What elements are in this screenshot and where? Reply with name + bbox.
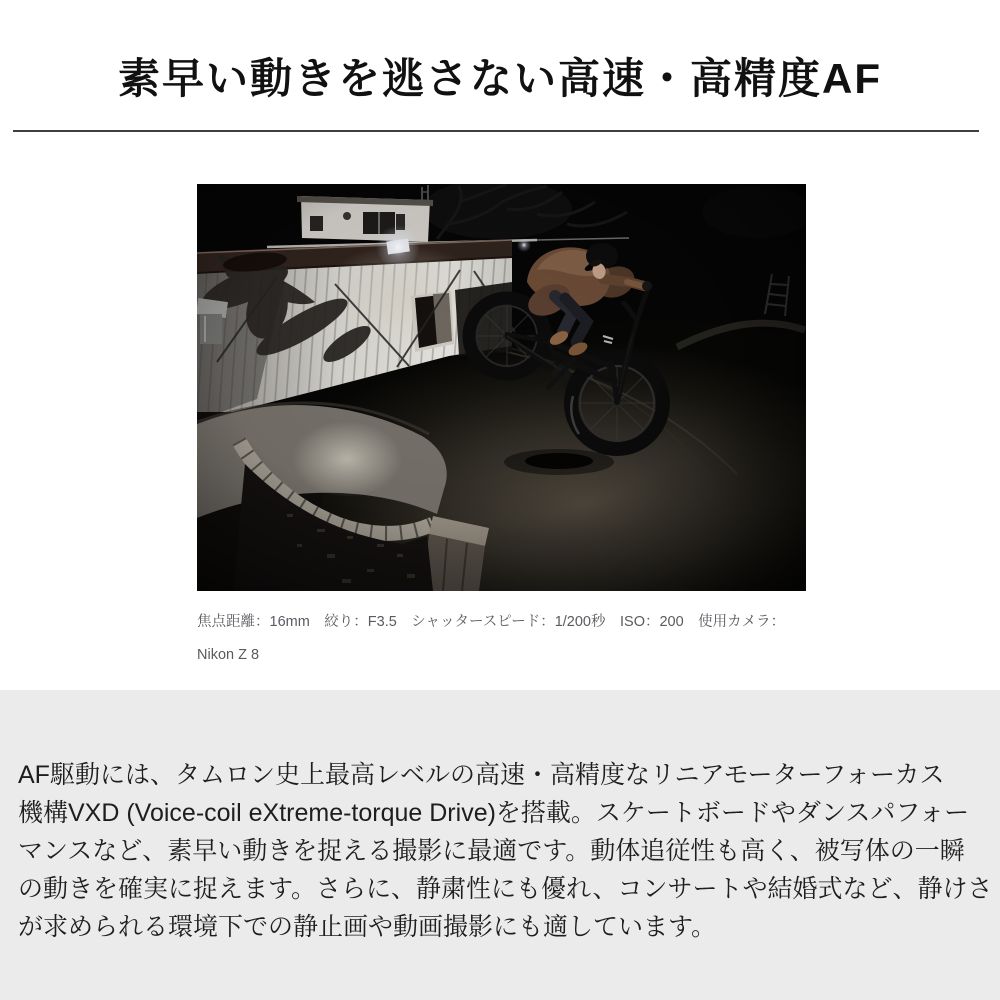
description-section (0, 690, 1000, 1000)
photo-bmx-night-jump (197, 184, 806, 591)
description-line: の動きを確実に捉えます。さらに、静粛性にも優れ、コンサートや結婚式など、静けさ (18, 875, 993, 903)
bmx-night-photo-graphic (197, 184, 806, 591)
section-heading: 素早い動きを逃さない高速・高精度AF (118, 55, 882, 102)
description-line: 機構VXD (Voice-coil eXtreme-torque Drive)を搭載。スケートボードやダンスパフォー (18, 799, 970, 827)
description-line: マンスなど、素早い動きを捉える撮影に最適です。動体追従性も高く、被写体の一瞬 (18, 837, 965, 865)
photo-caption-line1: 焦点距離：16mm 絞り：F3.5 シャッタースピード：1/200秒 ISO：200 使用カメラ： (197, 614, 786, 630)
photo-caption (197, 606, 809, 672)
description-line: AF駆動には、タムロン史上最高レベルの高速・高精度なリニアモーターフォーカス (18, 761, 945, 789)
divider (13, 130, 979, 132)
description-paragraph (0, 690, 1000, 946)
description-line: が求められる環境下での静止画や動画撮影にも適しています。 (18, 913, 717, 941)
photo-caption-line2: Nikon Z 8 (197, 647, 260, 663)
